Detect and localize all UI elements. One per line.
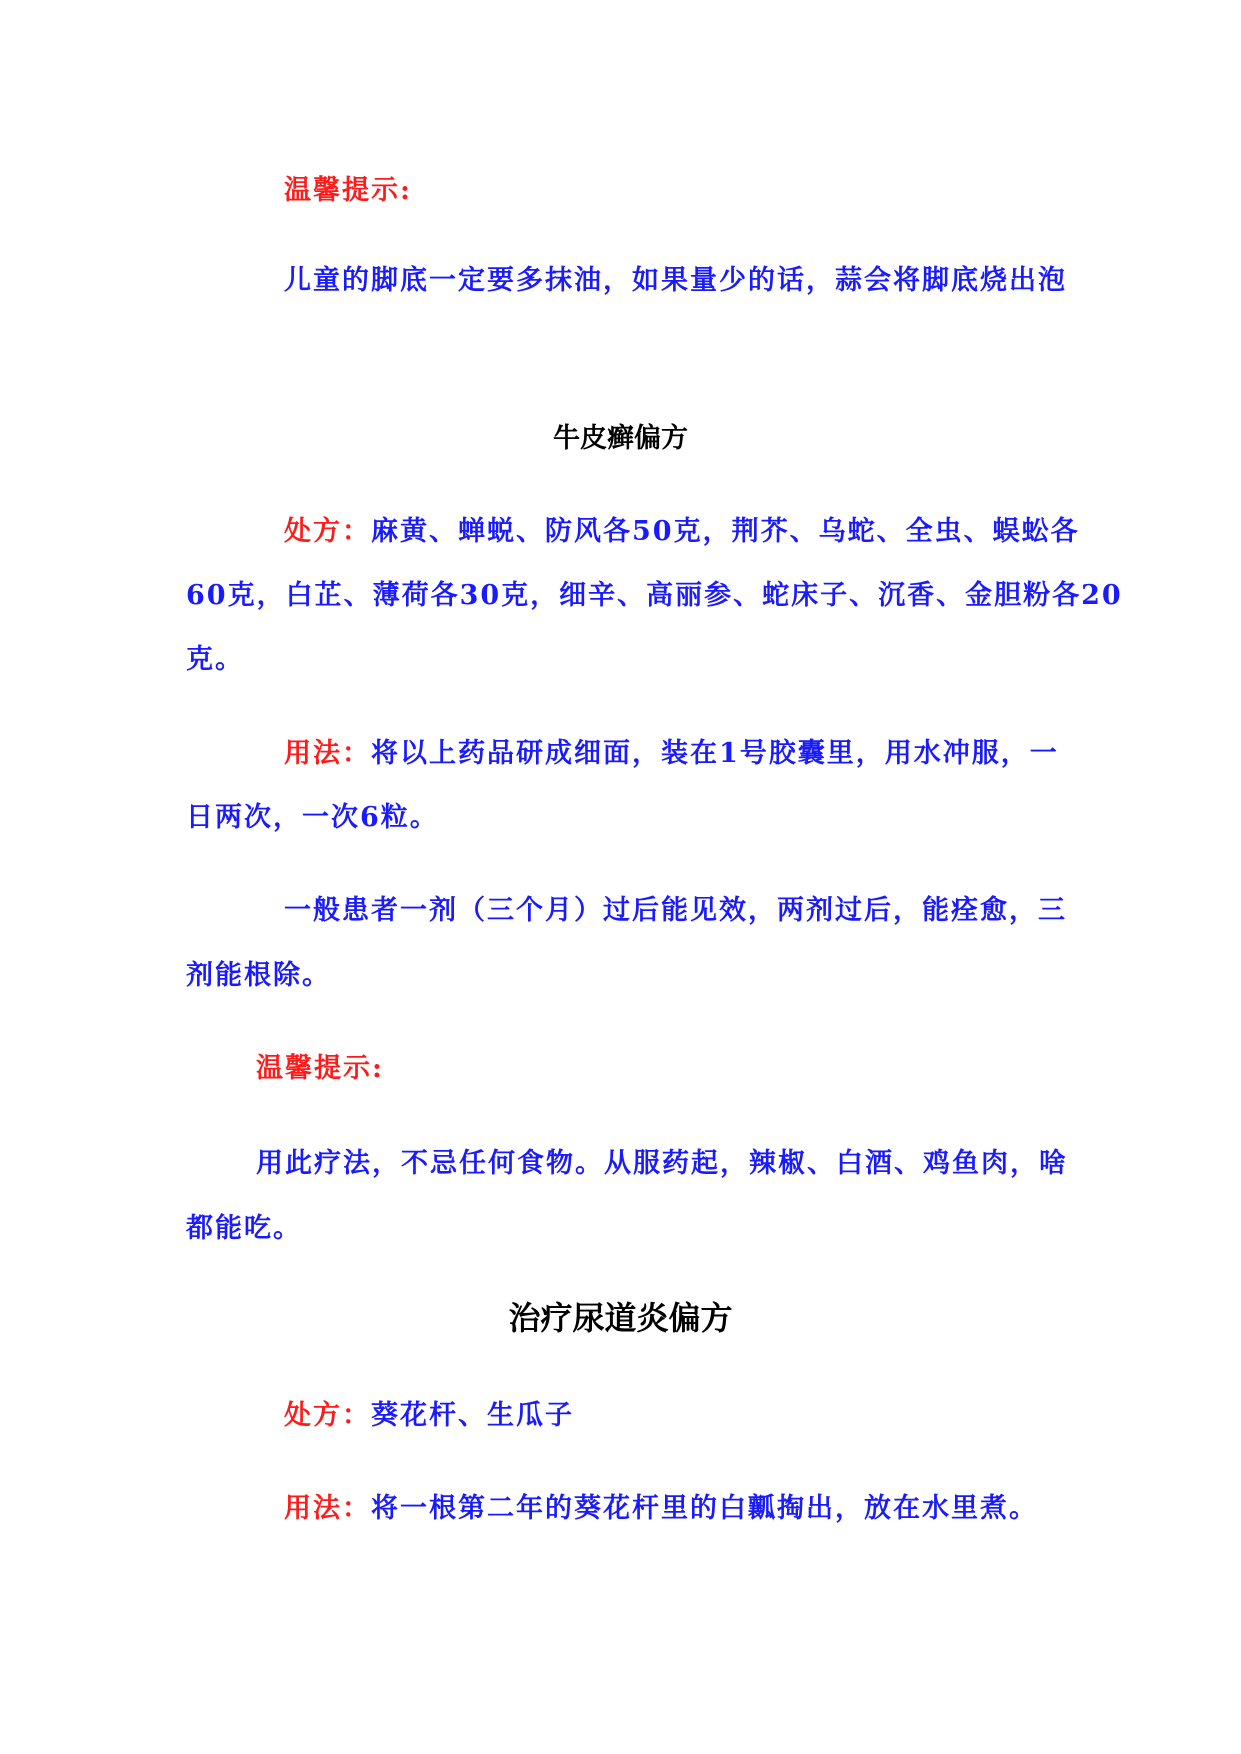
urethritis-prescription-label: 处方： [284, 1400, 371, 1431]
tip-text: 儿童的脚底一定要多抹油，如果量少的话，蒜会将脚底烧出泡 [284, 265, 1067, 296]
urethritis-prescription-text: 葵花杆、生瓜子 [371, 1400, 574, 1431]
usage-line-1: 将以上药品研成细面，装在1号胶囊里，用水冲服，一 [371, 738, 1059, 769]
urethritis-usage-label: 用法： [284, 1493, 371, 1524]
urethritis-prescription [284, 1393, 574, 1432]
psoriasis-tip-line-2: 都能吃。 [186, 1213, 302, 1244]
psoriasis-tip-label: 温馨提示: [256, 1053, 384, 1084]
usage-paragraph [284, 731, 1059, 770]
tip-label: 温馨提示: [284, 175, 412, 206]
psoriasis-tip-line-1: 用此疗法，不忌任何食物。从服药起，辣椒、白酒、鸡鱼肉，啥 [256, 1148, 1068, 1179]
usage-label: 用法： [284, 738, 371, 769]
effect-line-1: 一般患者一剂（三个月）过后能见效，两剂过后，能痊愈，三 [284, 895, 1067, 926]
prescription-label: 处方： [284, 516, 371, 547]
prescription-paragraph [284, 509, 1080, 548]
section-title-urethritis: 治疗尿道炎偏方 [508, 1299, 733, 1337]
urethritis-usage [284, 1486, 1038, 1525]
prescription-line-1: 麻黄、蝉蜕、防风各50克，荆芥、乌蛇、全虫、蜈蚣各 [371, 516, 1080, 547]
prescription-line-3: 克。 [186, 644, 244, 675]
effect-line-2: 剂能根除。 [186, 960, 331, 991]
prescription-line-2: 60克，白芷、薄荷各30克，细辛、高丽参、蛇床子、沉香、金胆粉各20 [186, 580, 1123, 611]
usage-line-2: 日两次，一次6粒。 [186, 802, 439, 833]
section-title-psoriasis: 牛皮癣偏方 [553, 423, 688, 454]
urethritis-usage-text: 将一根第二年的葵花杆里的白瓤掏出，放在水里煮。 [371, 1493, 1038, 1524]
